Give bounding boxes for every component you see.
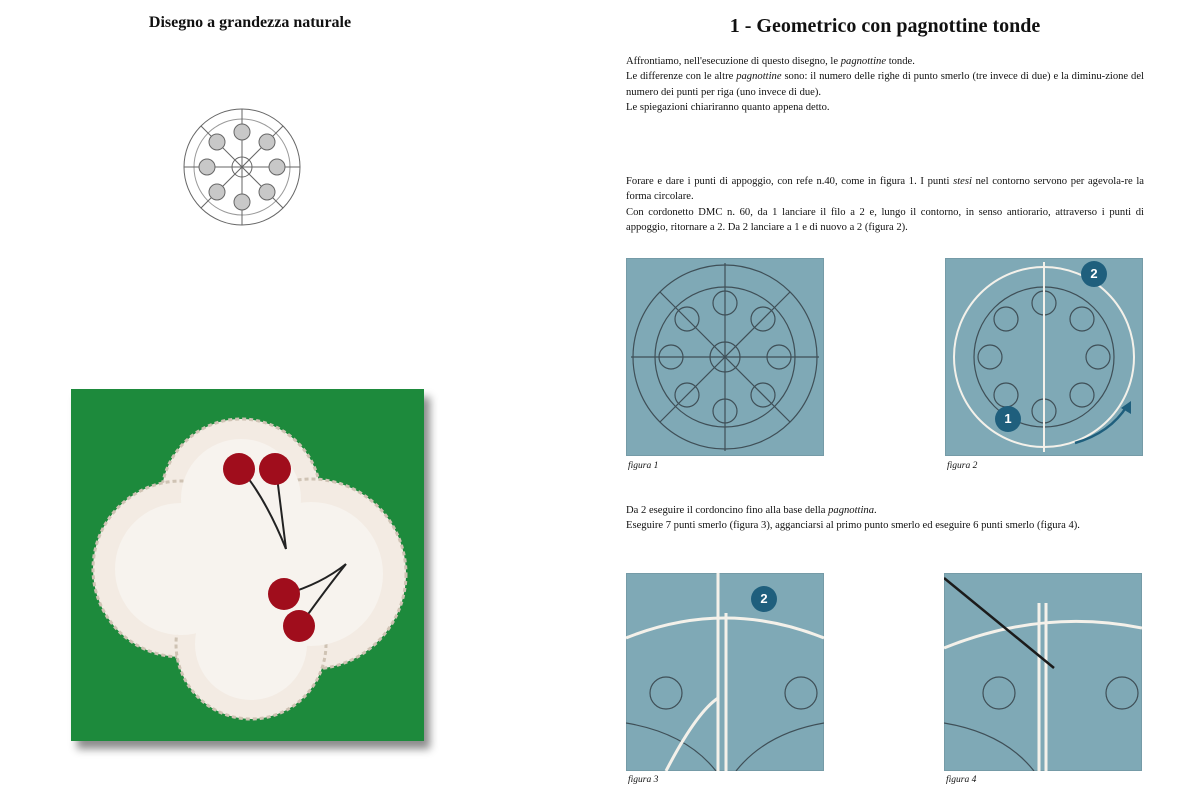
intro-paragraph: Affrontiamo, nell'esecuzione di questo disegno, le pagnottine tonde. Le differenze con le altre pagnottine sono: il numero delle righe di punto smerlo (tre invece di due) e la diminu-zione del numero dei punti per riga (uno invece di due). Le spiegazioni chiariranno quanto appena detto. (626, 56, 1144, 113)
figure-3-caption: figura 3 (628, 775, 659, 785)
full-size-pattern-drawing (180, 105, 305, 230)
step1-paragraph: Forare e dare i punti di appoggio, con refe n.40, come in figura 1. I punti stesi nel contorno servono per agevola-re la forma circolare. Con cordonetto DMC n. 60, da 1 lanciare il filo a 2 e, lungo il contorno, in senso antiorario, attraverso i punti di appoggio, ritornare a 2. Da 2 lanciare a 1 e di nuovo a 2 (figura 2). (626, 176, 1144, 233)
marker-2-fig3: 2 (751, 586, 777, 612)
figure-2-photo (945, 258, 1143, 456)
figure-4-photo (944, 573, 1142, 771)
doily-cherries-photo (71, 389, 424, 741)
figure-2-caption: figura 2 (947, 461, 978, 471)
step2-paragraph: Da 2 eseguire il cordoncino fino alla base della pagnottina. Eseguire 7 punti smerlo (figura 3), agganciarsi al primo punto smerlo ed eseguire 6 punti smerlo (figura 4). (626, 505, 1080, 532)
marker-1: 1 (995, 406, 1021, 432)
left-page-title: Disegno a grandezza naturale (148, 14, 352, 31)
figure-1-photo (626, 258, 824, 456)
figure-4-caption: figura 4 (946, 775, 977, 785)
page-title: 1 - Geometrico con pagnottine tonde (729, 15, 1041, 37)
marker-2: 2 (1081, 261, 1107, 287)
figure-3-photo (626, 573, 824, 771)
figure-1-caption: figura 1 (628, 461, 659, 471)
